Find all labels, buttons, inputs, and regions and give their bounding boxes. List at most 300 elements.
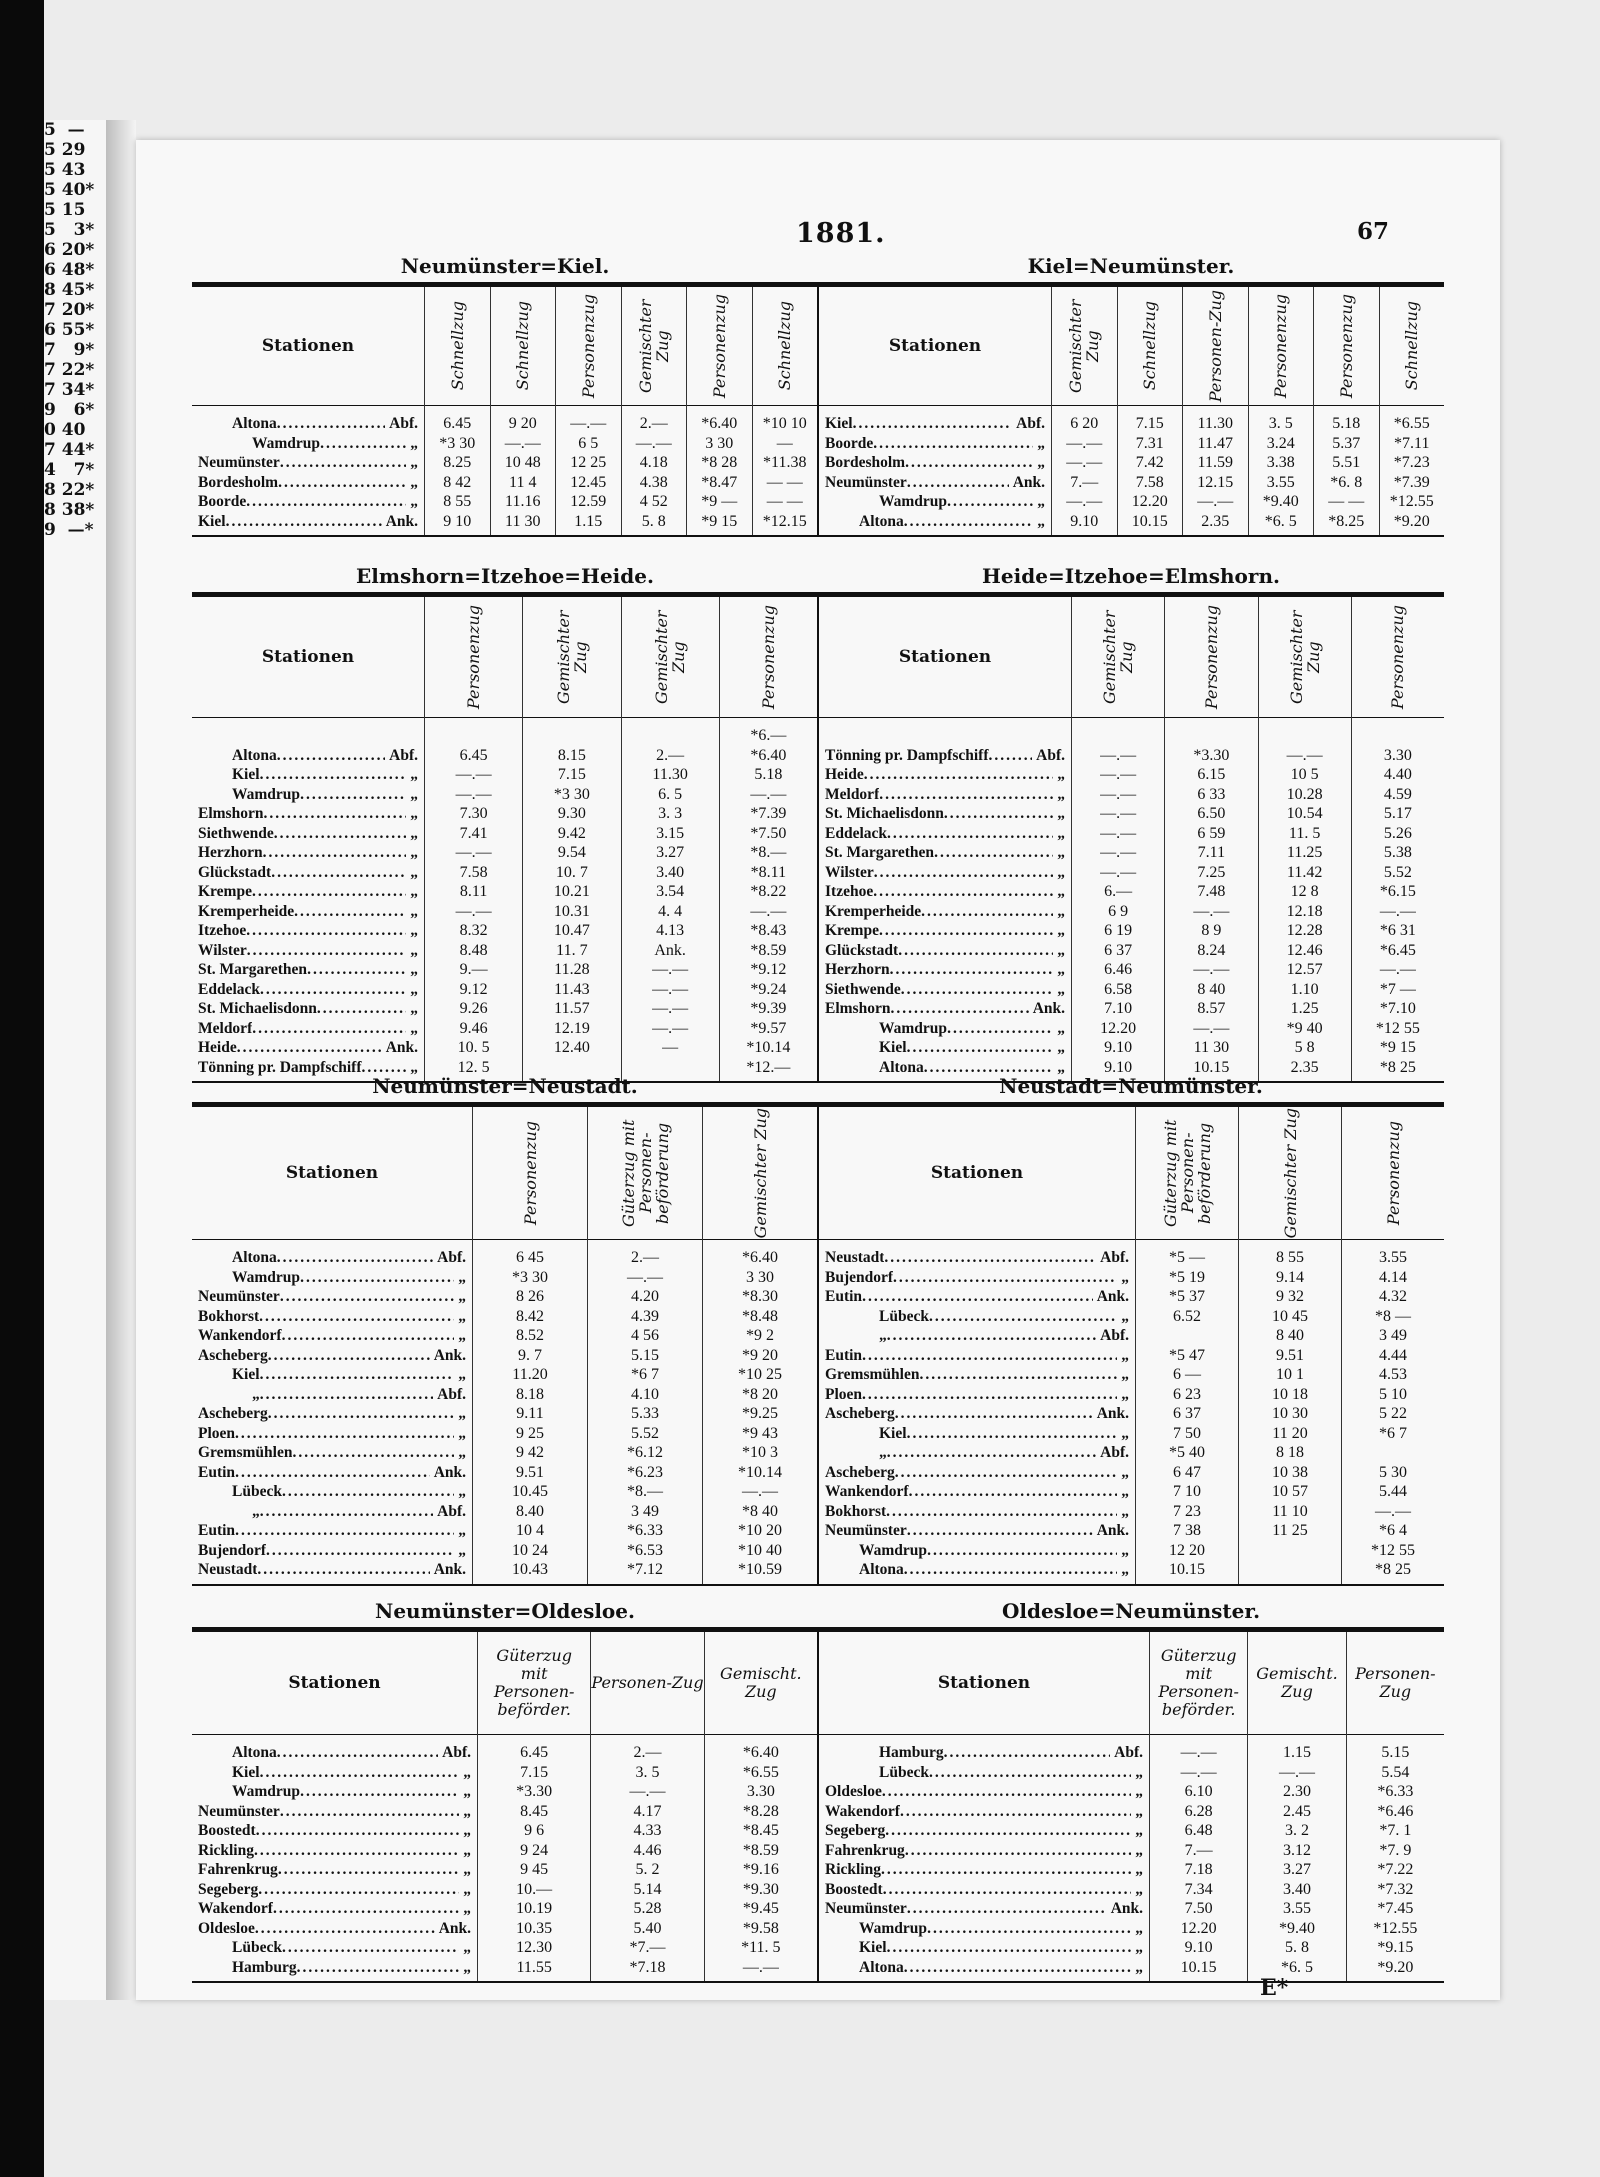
time-cell: *9.45 bbox=[742, 1900, 779, 1917]
station-name: Altona bbox=[859, 512, 904, 530]
time-cell: *6.— bbox=[750, 727, 787, 744]
leader-dots bbox=[282, 1482, 454, 1502]
station-row bbox=[819, 1763, 1149, 1783]
time-cell: 2.— bbox=[631, 1249, 659, 1266]
time-cell: *6.45 bbox=[1379, 941, 1416, 959]
station-suffix: „ bbox=[1037, 454, 1045, 471]
time-cell: *11.38 bbox=[763, 454, 807, 471]
station-list bbox=[819, 718, 1071, 1081]
route-title: Elmshorn=Itzehoe=Heide. bbox=[356, 564, 654, 588]
time-cell: 3. 2 bbox=[1284, 1822, 1309, 1839]
time-cell: 11. 7 bbox=[556, 941, 588, 959]
station-name: Altona bbox=[859, 1561, 904, 1578]
time-list bbox=[1183, 406, 1248, 535]
time-list bbox=[1239, 1240, 1341, 1584]
station-name: Ascheberg bbox=[198, 1346, 268, 1364]
time-cell: 8.57 bbox=[1197, 1000, 1226, 1017]
station-suffix: „ bbox=[1135, 1861, 1143, 1878]
time-list bbox=[1248, 1735, 1345, 1981]
train-column bbox=[1135, 1107, 1238, 1584]
train-type-label: Gemischt. Zug bbox=[720, 1664, 802, 1701]
train-type-label: Personen-Zug bbox=[591, 1673, 704, 1692]
leader-dots bbox=[885, 1821, 1131, 1841]
station-name: Boostedt bbox=[198, 1822, 256, 1839]
time-cell: 6.46 bbox=[1104, 961, 1133, 978]
station-row bbox=[192, 1802, 477, 1822]
train-type-label: Güterzug mit Personen-beförder. bbox=[493, 1646, 575, 1719]
time-cell: *7.32 bbox=[1377, 1880, 1414, 1898]
time-cell: 11.30 bbox=[652, 766, 688, 783]
station-name: Wamdrup bbox=[232, 1268, 301, 1286]
time-cell: 8.32 bbox=[459, 922, 488, 939]
time-cell: —.— bbox=[1379, 902, 1416, 920]
leader-dots bbox=[895, 1404, 1093, 1424]
time-cell: *6.53 bbox=[627, 1541, 663, 1559]
station-row bbox=[819, 1782, 1149, 1802]
station-suffix: „ bbox=[458, 1268, 466, 1286]
time-cell: *6.55 bbox=[1393, 415, 1430, 432]
leader-dots bbox=[989, 746, 1033, 766]
time-cell: —.— bbox=[1100, 766, 1137, 783]
train-column bbox=[1346, 1632, 1444, 1981]
station-suffix: „ bbox=[458, 1366, 466, 1383]
time-cell: 4.33 bbox=[633, 1822, 662, 1839]
leader-dots bbox=[280, 1802, 459, 1822]
time-cell: 10 5 bbox=[1290, 766, 1319, 783]
station-row bbox=[819, 1287, 1135, 1307]
time-cell: *9.40 bbox=[1278, 1919, 1315, 1937]
station-row bbox=[819, 1560, 1135, 1580]
time-cell: *10.14 bbox=[738, 1463, 782, 1481]
page-number: 67 bbox=[1357, 218, 1390, 245]
leader-dots bbox=[881, 1860, 1131, 1880]
leader-dots bbox=[273, 1899, 459, 1919]
station-name: Neustadt bbox=[198, 1561, 258, 1578]
leader-dots bbox=[883, 1880, 1132, 1900]
station-row bbox=[192, 1424, 472, 1444]
station-row bbox=[192, 1502, 472, 1522]
time-cell: 7.48 bbox=[1197, 883, 1226, 900]
station-name: Rickling bbox=[825, 1861, 881, 1878]
leader-dots bbox=[300, 1782, 459, 1802]
station-row bbox=[819, 1521, 1135, 1541]
time-cell: *6.15 bbox=[1379, 883, 1416, 900]
station-row bbox=[192, 1443, 472, 1463]
leader-dots bbox=[886, 1502, 1117, 1522]
previous-page-margin: 5 — 5 29 5 43 5 40* 5 15 5 3* 6 20* 6 48* 8 45* 7 20* 6 55* 7 9* 7 22* 7 34* 9 6* 0 40 7 44* 4 7* 8 22* 8 38* 9 —* bbox=[44, 120, 106, 2000]
time-cell: 10 18 bbox=[1272, 1385, 1308, 1403]
station-row bbox=[819, 980, 1071, 1000]
station-name: Wankendorf bbox=[825, 1483, 909, 1500]
time-cell: *8.59 bbox=[742, 1841, 779, 1859]
station-name: Neumünster bbox=[825, 1900, 907, 1917]
time-cell: *7.18 bbox=[629, 1958, 666, 1976]
time-cell: 8.52 bbox=[516, 1327, 544, 1344]
time-list bbox=[478, 1735, 590, 1981]
time-cell: 11. 5 bbox=[1288, 824, 1321, 842]
station-suffix: „ bbox=[1057, 766, 1065, 783]
time-cell: 7.15 bbox=[520, 1763, 549, 1781]
station-name: Boostedt bbox=[825, 1880, 883, 1898]
train-column bbox=[587, 1107, 702, 1584]
station-name: Heide bbox=[198, 1039, 237, 1056]
time-cell: 4. 4 bbox=[658, 902, 683, 920]
station-header: Stationen bbox=[192, 597, 424, 718]
train-header bbox=[1248, 1632, 1345, 1735]
time-cell: 10.54 bbox=[1286, 805, 1323, 822]
time-cell: 4.40 bbox=[1383, 766, 1412, 783]
station-row bbox=[192, 1346, 472, 1366]
time-cell: 6 37 bbox=[1173, 1405, 1201, 1422]
station-suffix: Abf. bbox=[1100, 1327, 1129, 1344]
time-cell: 9.30 bbox=[557, 805, 586, 822]
station-suffix: „ bbox=[410, 1000, 418, 1017]
station-name: Altona bbox=[232, 1744, 277, 1761]
station-row bbox=[192, 1482, 472, 1502]
train-column bbox=[424, 597, 522, 1081]
time-cell: 4.13 bbox=[656, 922, 685, 939]
leader-dots bbox=[300, 1268, 454, 1288]
timetable-right bbox=[817, 1632, 1444, 1981]
time-cell: 8.42 bbox=[516, 1307, 544, 1325]
train-header bbox=[523, 597, 620, 718]
leader-dots bbox=[887, 824, 1053, 844]
time-cell: 3 49 bbox=[1379, 1327, 1407, 1344]
time-cell: *7.39 bbox=[750, 805, 787, 822]
train-column bbox=[702, 1107, 817, 1584]
time-cell: 12.20 bbox=[1100, 1019, 1137, 1037]
time-cell: *5 19 bbox=[1169, 1268, 1205, 1286]
time-cell: 8 40 bbox=[1197, 980, 1226, 998]
station-row bbox=[819, 941, 1071, 961]
station-suffix: „ bbox=[410, 434, 418, 452]
time-cell: 6 20 bbox=[1070, 415, 1099, 432]
time-cell: 11 30 bbox=[1193, 1039, 1230, 1056]
station-name: Neumünster bbox=[825, 1522, 907, 1539]
time-cell: 7.34 bbox=[1184, 1880, 1213, 1898]
station-row bbox=[819, 1268, 1135, 1288]
time-list bbox=[705, 1735, 817, 1981]
time-cell: 10.19 bbox=[516, 1900, 553, 1917]
time-cell: 5.15 bbox=[1381, 1744, 1410, 1761]
time-cell: *9.57 bbox=[750, 1019, 787, 1037]
time-cell: 4.32 bbox=[1379, 1288, 1407, 1305]
time-list bbox=[491, 406, 556, 535]
scan-edge bbox=[0, 0, 44, 2177]
station-name: Ploen bbox=[198, 1424, 236, 1442]
train-header bbox=[1342, 1107, 1444, 1240]
time-cell: 9 32 bbox=[1276, 1288, 1304, 1305]
time-cell: 10.— bbox=[516, 1880, 553, 1898]
time-cell: *9.20 bbox=[1377, 1958, 1414, 1976]
station-row bbox=[192, 1268, 472, 1288]
train-header bbox=[1072, 597, 1164, 718]
time-cell: 7.58 bbox=[1135, 473, 1164, 491]
time-cell: *9 40 bbox=[1286, 1019, 1323, 1037]
train-column bbox=[752, 287, 818, 535]
time-cell: —.— bbox=[1193, 1019, 1230, 1037]
station-name: Fahrenkrug bbox=[198, 1861, 278, 1878]
time-cell: *9 — bbox=[701, 493, 738, 510]
station-row bbox=[192, 999, 424, 1019]
train-type-label: Personenzug bbox=[1201, 604, 1221, 710]
leader-dots bbox=[934, 843, 1053, 863]
station-name: Boorde bbox=[825, 434, 874, 452]
train-column bbox=[424, 287, 490, 535]
station-row bbox=[192, 863, 424, 883]
time-cell: 5.52 bbox=[1383, 863, 1412, 881]
station-name: St. Margarethen bbox=[825, 844, 935, 861]
time-cell: 7 50 bbox=[1173, 1424, 1201, 1442]
train-type-label: Gemischt. Zug bbox=[1256, 1664, 1338, 1701]
station-name: Kiel bbox=[232, 1763, 260, 1781]
time-cell: —.— bbox=[455, 844, 492, 861]
station-name: „ bbox=[879, 1444, 887, 1461]
leader-dots bbox=[300, 785, 406, 805]
route-titles bbox=[192, 1595, 1444, 1627]
station-suffix: „ bbox=[1135, 1802, 1143, 1820]
time-cell: *3.30 bbox=[516, 1783, 553, 1800]
train-header bbox=[478, 1632, 590, 1735]
station-row bbox=[192, 882, 424, 902]
station-name: Wakendorf bbox=[198, 1900, 273, 1917]
timetable-right bbox=[817, 597, 1444, 1081]
time-cell: *8 25 bbox=[1375, 1561, 1411, 1578]
time-cell: 10 38 bbox=[1272, 1463, 1308, 1481]
time-cell: *10 3 bbox=[742, 1444, 778, 1461]
route-title: Oldesloe=Neumünster. bbox=[1001, 1599, 1261, 1623]
station-column bbox=[819, 597, 1071, 1081]
page-year: 1881. bbox=[796, 218, 886, 249]
train-type-label: Gemischter Zug bbox=[750, 1107, 770, 1239]
station-row bbox=[819, 1899, 1149, 1919]
station-row bbox=[192, 414, 424, 434]
station-suffix: Ank. bbox=[1096, 1405, 1129, 1422]
station-row bbox=[819, 1443, 1135, 1463]
leader-dots bbox=[929, 1763, 1131, 1783]
station-suffix: „ bbox=[463, 1841, 471, 1859]
time-list bbox=[425, 406, 490, 535]
timetable-left bbox=[192, 1107, 817, 1584]
time-cell: *6. 8 bbox=[1330, 473, 1363, 491]
station-list bbox=[192, 1735, 477, 1981]
train-column bbox=[1164, 597, 1257, 1081]
train-type-label: Personenzug bbox=[464, 604, 484, 710]
time-cell: 4.59 bbox=[1383, 785, 1412, 803]
time-cell: *6 31 bbox=[1379, 922, 1416, 939]
time-cell: —.— bbox=[742, 1958, 779, 1976]
time-cell bbox=[1352, 726, 1444, 746]
station-suffix: „ bbox=[1057, 883, 1065, 900]
station-suffix: Abf. bbox=[1016, 415, 1045, 432]
route-titles bbox=[192, 1070, 1444, 1102]
train-type-label: Schnellzug bbox=[513, 301, 533, 391]
station-suffix: „ bbox=[1057, 1019, 1065, 1037]
time-cell: 5 10 bbox=[1379, 1385, 1407, 1403]
station-suffix: „ bbox=[410, 863, 418, 881]
train-header bbox=[1052, 287, 1117, 406]
time-list bbox=[622, 718, 719, 1081]
time-cell: *6.33 bbox=[1377, 1783, 1414, 1800]
train-column bbox=[522, 597, 620, 1081]
train-column bbox=[1051, 287, 1117, 535]
station-suffix: „ bbox=[1057, 805, 1065, 822]
station-row bbox=[192, 765, 424, 785]
station-suffix: „ bbox=[463, 1958, 471, 1976]
station-suffix: „ bbox=[410, 454, 418, 471]
station-name: Ascheberg bbox=[825, 1405, 895, 1422]
time-cell: *6.40 bbox=[750, 746, 787, 764]
time-cell: 3.30 bbox=[1383, 746, 1412, 764]
station-row bbox=[192, 1521, 472, 1541]
time-list bbox=[1165, 718, 1257, 1081]
time-cell: —.— bbox=[652, 1019, 689, 1037]
station-name: Krempe bbox=[825, 922, 879, 939]
time-cell: *6. 5 bbox=[1264, 512, 1297, 530]
leader-dots bbox=[905, 1841, 1131, 1861]
station-column bbox=[192, 287, 424, 535]
time-list bbox=[1249, 406, 1314, 535]
time-cell: —.— bbox=[635, 434, 672, 452]
station-row bbox=[192, 1763, 477, 1783]
time-cell: 7.18 bbox=[1184, 1861, 1213, 1878]
time-cell: 8 55 bbox=[1276, 1249, 1304, 1266]
leader-dots bbox=[266, 1541, 454, 1561]
station-suffix: „ bbox=[463, 1900, 471, 1917]
time-cell: 6 23 bbox=[1173, 1385, 1201, 1403]
time-cell: 10. 5 bbox=[457, 1039, 490, 1056]
time-cell: 11 4 bbox=[509, 473, 537, 491]
time-cell: *8.48 bbox=[742, 1307, 778, 1325]
station-name: Lübeck bbox=[232, 1939, 282, 1956]
station-suffix: „ bbox=[410, 883, 418, 900]
station-suffix: „ bbox=[458, 1541, 466, 1559]
leader-dots bbox=[252, 882, 406, 902]
time-list bbox=[703, 1240, 817, 1584]
time-cell: 3.55 bbox=[1282, 1900, 1311, 1917]
time-cell: —.— bbox=[652, 980, 689, 998]
station-row bbox=[192, 980, 424, 1000]
time-cell: *3 30 bbox=[439, 434, 476, 452]
station-name: Wamdrup bbox=[232, 1783, 301, 1800]
train-type-label: Personenzug bbox=[520, 1120, 540, 1226]
time-cell: 10.15 bbox=[1131, 512, 1168, 530]
time-cell: 7.30 bbox=[459, 805, 488, 822]
time-cell: *9.58 bbox=[742, 1919, 779, 1937]
leader-dots bbox=[900, 1802, 1131, 1822]
leader-dots bbox=[927, 1919, 1131, 1939]
leader-dots bbox=[282, 1326, 455, 1346]
time-cell: 4.53 bbox=[1379, 1366, 1407, 1383]
time-cell: 10 4 bbox=[516, 1522, 544, 1539]
time-cell: 5. 2 bbox=[635, 1861, 660, 1878]
station-name: Eutin bbox=[825, 1288, 863, 1305]
leader-dots bbox=[235, 1521, 454, 1541]
time-cell: *9 43 bbox=[742, 1424, 778, 1442]
station-row bbox=[192, 804, 424, 824]
station-suffix: „ bbox=[1057, 863, 1065, 881]
leader-dots bbox=[235, 1424, 454, 1444]
leader-dots bbox=[254, 1841, 459, 1861]
time-cell: 10.15 bbox=[1193, 1058, 1230, 1076]
time-cell: *5 47 bbox=[1169, 1346, 1205, 1364]
time-cell: 9.11 bbox=[516, 1405, 544, 1422]
time-cell: 4 52 bbox=[639, 493, 668, 510]
time-cell: 6 — bbox=[1173, 1366, 1201, 1383]
time-cell: 7.15 bbox=[557, 766, 586, 783]
leader-dots bbox=[280, 453, 406, 473]
station-row bbox=[819, 902, 1071, 922]
train-column bbox=[490, 287, 556, 535]
station-suffix: Abf. bbox=[442, 1744, 471, 1761]
train-type-label: Schnellzug bbox=[1402, 301, 1422, 391]
train-column bbox=[1117, 287, 1183, 535]
station-suffix: Abf. bbox=[1114, 1744, 1143, 1761]
time-list bbox=[1314, 406, 1379, 535]
station-name: Bordesholm bbox=[198, 473, 279, 491]
time-cell: —.— bbox=[455, 902, 492, 920]
station-name: Wamdrup bbox=[859, 1541, 928, 1559]
time-cell: —.— bbox=[1193, 961, 1230, 978]
station-row bbox=[192, 1841, 477, 1861]
train-header bbox=[622, 597, 719, 718]
leader-dots bbox=[320, 434, 406, 454]
time-list bbox=[1118, 406, 1183, 535]
time-cell: 11.42 bbox=[1286, 863, 1323, 881]
station-row bbox=[819, 1307, 1135, 1327]
train-type-label: Personen-Zug bbox=[1205, 289, 1225, 403]
time-cell: 10.21 bbox=[553, 883, 590, 900]
station-suffix: „ bbox=[410, 473, 418, 491]
time-cell: 11.30 bbox=[1197, 415, 1233, 432]
leader-dots bbox=[904, 1958, 1131, 1978]
time-cell: — — bbox=[766, 493, 803, 510]
time-cell: 9.51 bbox=[516, 1463, 544, 1481]
time-cell: 2.— bbox=[656, 746, 685, 764]
time-list bbox=[1347, 1735, 1444, 1981]
leader-dots bbox=[307, 960, 406, 980]
station-row bbox=[192, 1743, 477, 1763]
train-type-label: Personenzug bbox=[1336, 293, 1356, 399]
time-cell: *9.40 bbox=[1262, 493, 1299, 510]
station-row bbox=[819, 863, 1071, 883]
time-cell: *8.47 bbox=[701, 473, 738, 491]
station-name: Ploen bbox=[825, 1385, 863, 1403]
time-cell: 12.40 bbox=[553, 1039, 590, 1056]
time-cell: 9 20 bbox=[508, 415, 537, 432]
station-suffix: Abf. bbox=[1100, 1444, 1129, 1461]
station-row bbox=[192, 1938, 477, 1958]
time-cell: 3. 5 bbox=[635, 1763, 660, 1781]
station-row bbox=[819, 1919, 1149, 1939]
leader-dots bbox=[246, 492, 406, 512]
station-suffix: Ank. bbox=[1096, 1288, 1129, 1305]
station-name: Wilster bbox=[825, 863, 874, 881]
station-name: Heide bbox=[825, 766, 864, 783]
station-suffix: „ bbox=[1135, 1783, 1143, 1800]
station-suffix: „ bbox=[1057, 922, 1065, 939]
time-cell: 5 22 bbox=[1379, 1405, 1407, 1422]
station-suffix: „ bbox=[1057, 980, 1065, 998]
station-row bbox=[819, 1038, 1071, 1058]
time-cell: 3.15 bbox=[656, 824, 685, 842]
leader-dots bbox=[263, 843, 407, 863]
leader-dots bbox=[853, 414, 1013, 434]
time-cell: *9.12 bbox=[750, 961, 787, 978]
station-row bbox=[819, 1482, 1135, 1502]
station-row bbox=[192, 1038, 424, 1058]
time-cell: *10 25 bbox=[738, 1366, 782, 1383]
